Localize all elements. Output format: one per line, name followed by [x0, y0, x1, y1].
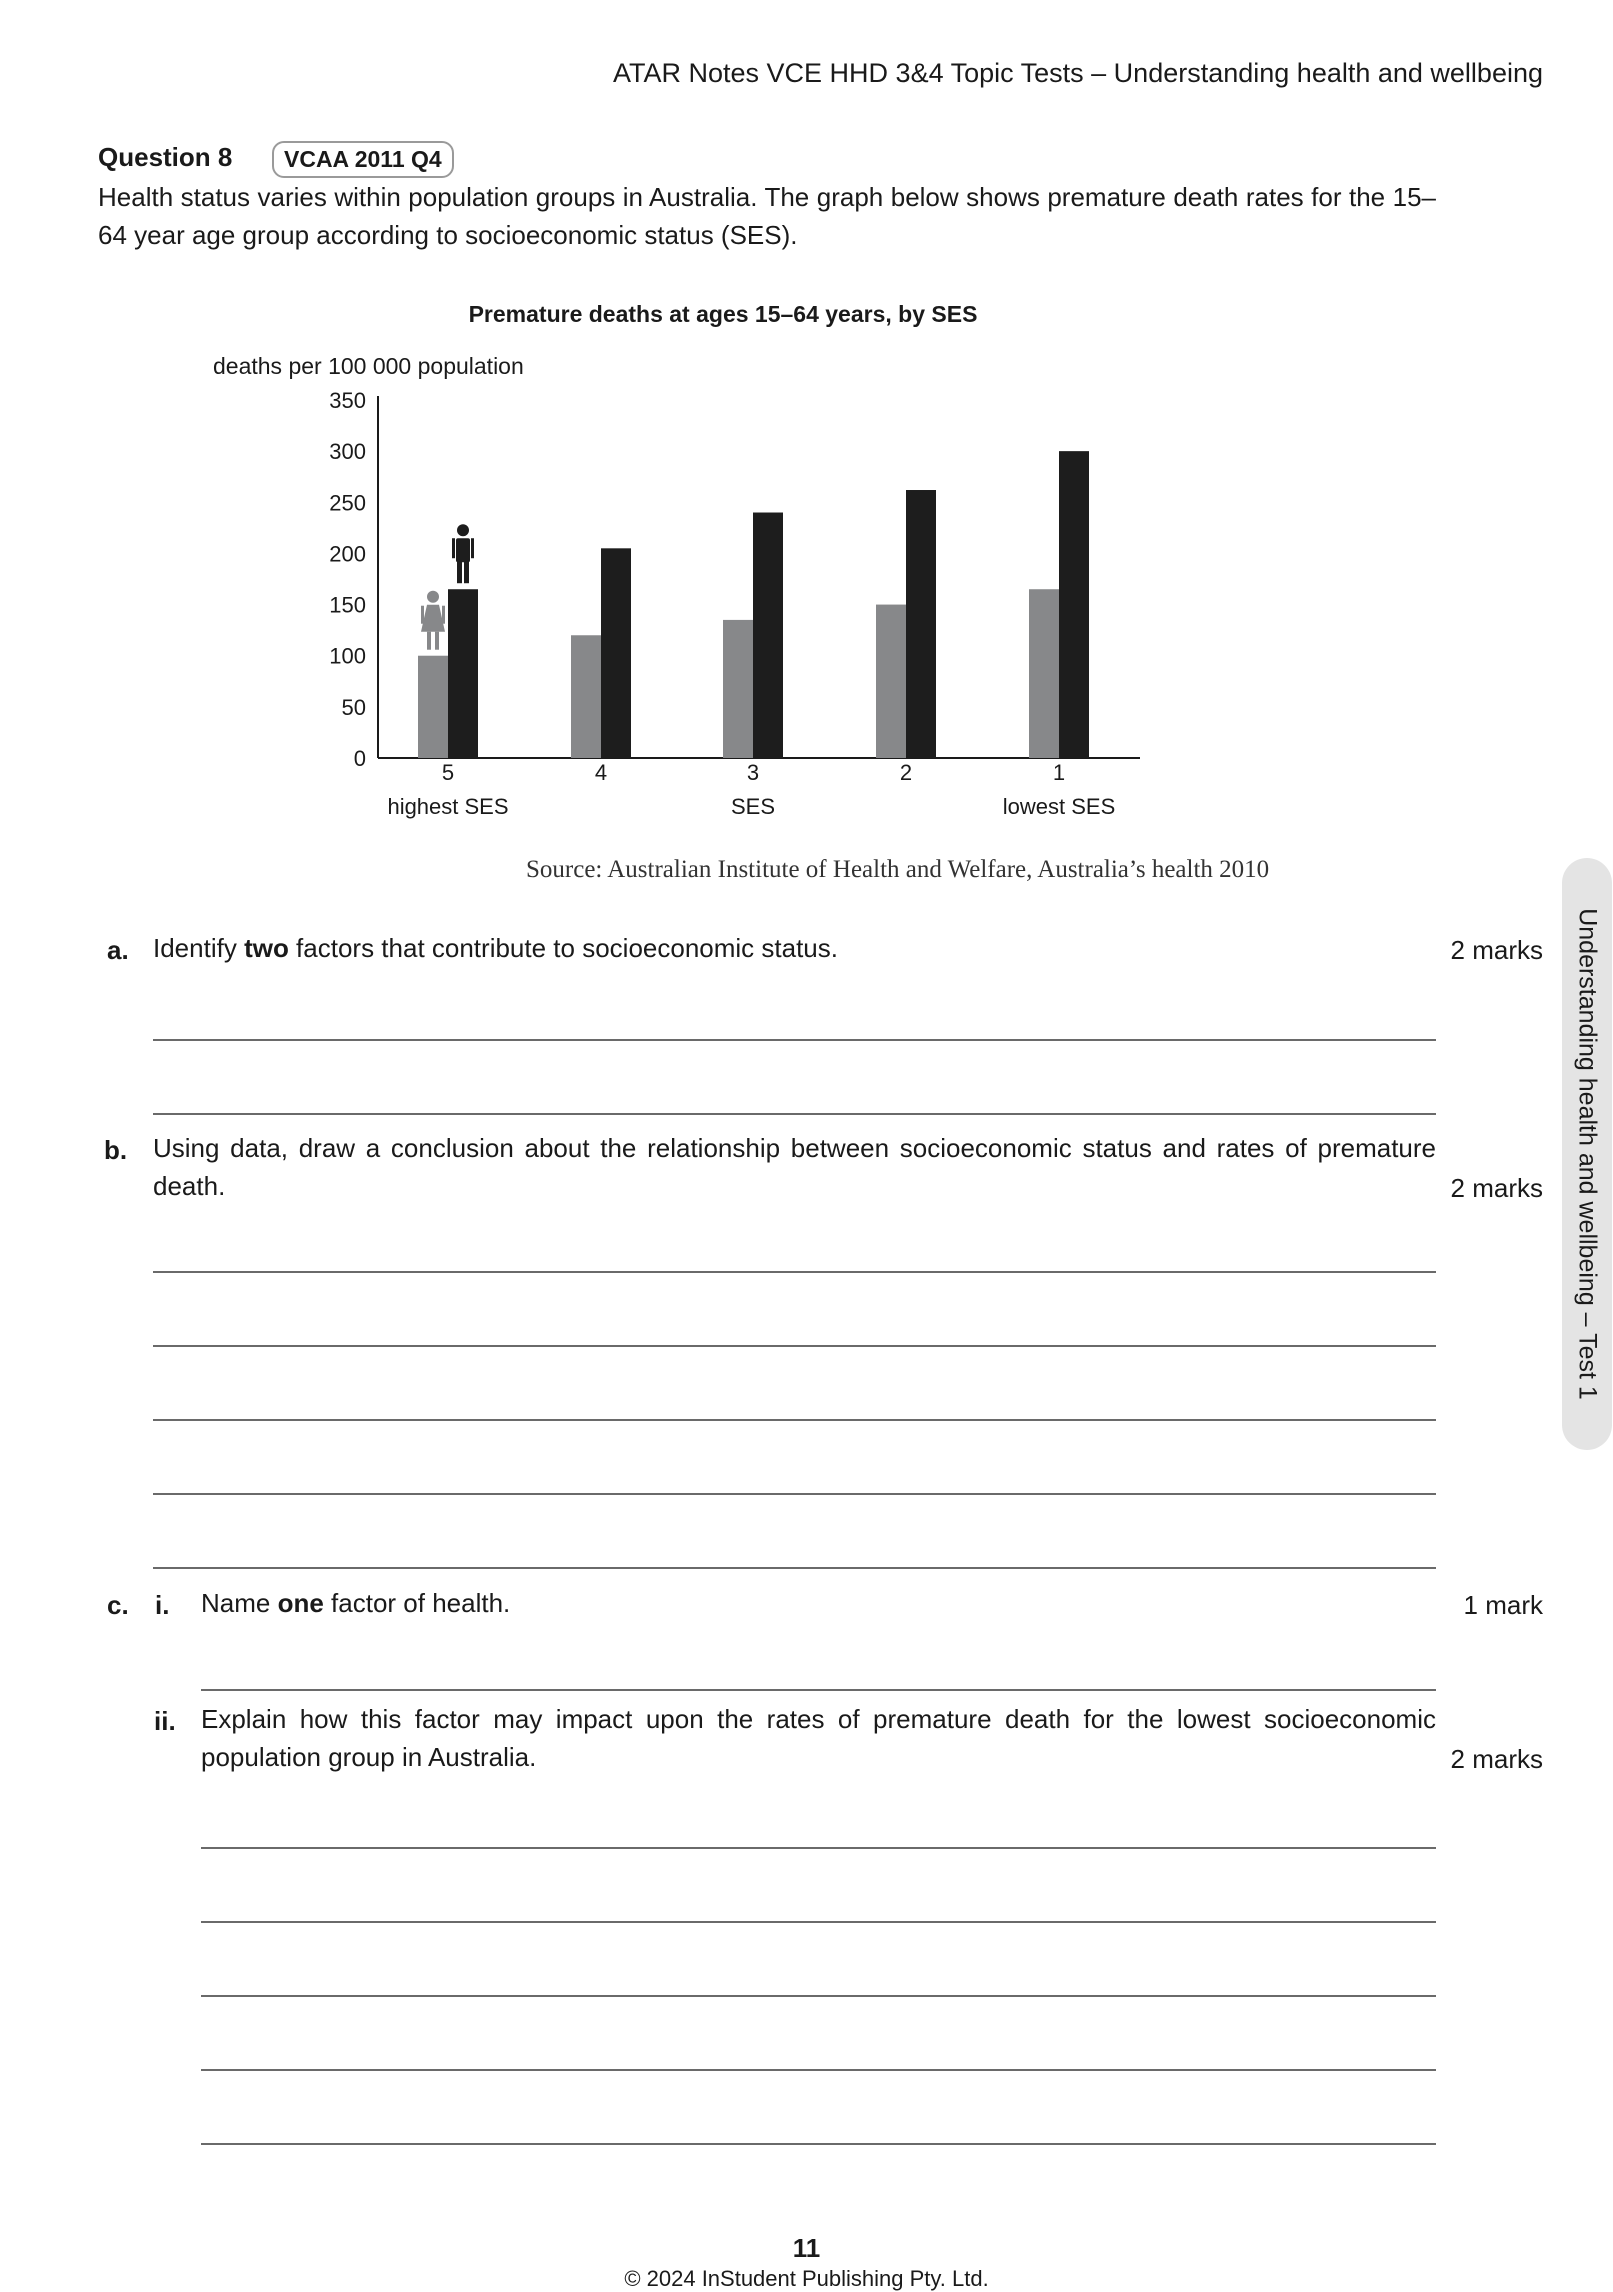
- bar-series-1: [1029, 589, 1059, 758]
- female-figure-icon: [421, 591, 445, 650]
- answer-line[interactable]: [201, 1995, 1436, 1997]
- y-axis-label: deaths per 100 000 population: [213, 353, 524, 379]
- premature-deaths-chart: [200, 290, 1160, 890]
- x-tick-label: 1: [1052, 760, 1066, 785]
- answer-line[interactable]: [153, 1113, 1436, 1115]
- answer-line[interactable]: [201, 1847, 1436, 1849]
- y-tick-label: 0: [353, 746, 366, 771]
- part-c-i-numeral: i.: [155, 1590, 170, 1620]
- y-tick-label: 300: [329, 439, 366, 465]
- part-a-emphasis: two: [244, 933, 289, 963]
- part-b-text: Using data, draw a conclusion about the relationship between socioeconomic status and rates of premature death.: [153, 1133, 1436, 1201]
- question-label: Question 8: [98, 142, 233, 172]
- y-tick-label: 50: [341, 694, 366, 720]
- answer-line[interactable]: [201, 2143, 1436, 2145]
- x-category-sublabel: lowest SES: [1002, 794, 1116, 819]
- bar-series-2: [1059, 451, 1089, 758]
- part-a-text-start: Identify: [153, 933, 245, 963]
- page-number: 11: [792, 2233, 821, 2263]
- x-category-sublabel: SES: [730, 794, 776, 819]
- answer-line[interactable]: [153, 1419, 1436, 1421]
- bar-series-2: [753, 513, 783, 758]
- chart-source: Source: Australian Institute of Health and Welfare, Australia’s health 2010: [526, 856, 1270, 883]
- y-tick-label: 150: [329, 592, 366, 618]
- y-tick-label: 250: [329, 490, 366, 516]
- chart-container: [200, 290, 1160, 890]
- part-c-i-emphasis: one: [277, 1588, 324, 1618]
- part-b-marks: 2 marks: [1450, 1173, 1543, 1203]
- section-side-tab[interactable]: [1562, 858, 1612, 1450]
- bar-series-1: [571, 635, 601, 758]
- part-b-letter: b.: [104, 1135, 128, 1165]
- source-badge: VCAA 2011 Q4: [272, 141, 454, 178]
- y-tick-label: 200: [329, 541, 366, 567]
- answer-line[interactable]: [153, 1271, 1436, 1273]
- bar-series-1: [418, 656, 448, 758]
- part-a-text: [153, 929, 838, 967]
- answer-line[interactable]: [153, 1493, 1436, 1495]
- x-category-sublabel: highest SES: [387, 794, 509, 819]
- running-header: ATAR Notes VCE HHD 3&4 Topic Tests – Understanding health and wellbeing: [613, 58, 1543, 88]
- side-tab-label: Understanding health and wellbeing – Test 1: [1573, 908, 1602, 1400]
- answer-line[interactable]: [153, 1567, 1436, 1569]
- question-intro: Health status varies within population groups in Australia. The graph below shows premature death rates for the 15–64 year age group according to socioeconomic status (SES).: [98, 182, 1436, 250]
- chart-title: Premature deaths at ages 15–64 years, by SES: [468, 301, 978, 327]
- part-a-text-end: factors that contribute to socioeconomic status.: [288, 933, 838, 963]
- part-c-letter: c.: [107, 1590, 129, 1620]
- x-tick-label: 4: [594, 760, 608, 785]
- bar-series-2: [601, 548, 631, 758]
- part-c-i-text: [201, 1584, 510, 1622]
- bar-series-2: [448, 589, 478, 758]
- x-tick-label: 5: [441, 760, 455, 785]
- x-tick-label: 3: [746, 760, 760, 785]
- y-tick-label: 100: [329, 643, 366, 669]
- answer-line[interactable]: [201, 1921, 1436, 1923]
- part-c-ii-text: Explain how this factor may impact upon the rates of premature death for the lowest socioeconomic population group in Australia.: [201, 1704, 1436, 1772]
- answer-line[interactable]: [153, 1039, 1436, 1041]
- part-c-ii-numeral: ii.: [154, 1706, 176, 1736]
- answer-line[interactable]: [201, 2069, 1436, 2071]
- y-tick-label: 350: [329, 388, 366, 413]
- part-c-i-marks: 1 mark: [1463, 1590, 1543, 1620]
- part-c-i-text-end: factor of health.: [323, 1588, 511, 1618]
- male-figure-icon: [452, 524, 474, 583]
- answer-line[interactable]: [201, 1689, 1436, 1691]
- bar-series-1: [723, 620, 753, 758]
- bar-series-2: [906, 490, 936, 758]
- part-a-marks: 2 marks: [1450, 935, 1543, 965]
- part-c-i-text-start: Name: [201, 1588, 278, 1618]
- answer-line[interactable]: [153, 1345, 1436, 1347]
- part-a-letter: a.: [107, 935, 129, 965]
- part-c-ii-marks: 2 marks: [1450, 1744, 1543, 1774]
- bar-series-1: [876, 605, 906, 758]
- x-tick-label: 2: [899, 760, 913, 785]
- copyright: © 2024 InStudent Publishing Pty. Ltd.: [624, 2266, 989, 2291]
